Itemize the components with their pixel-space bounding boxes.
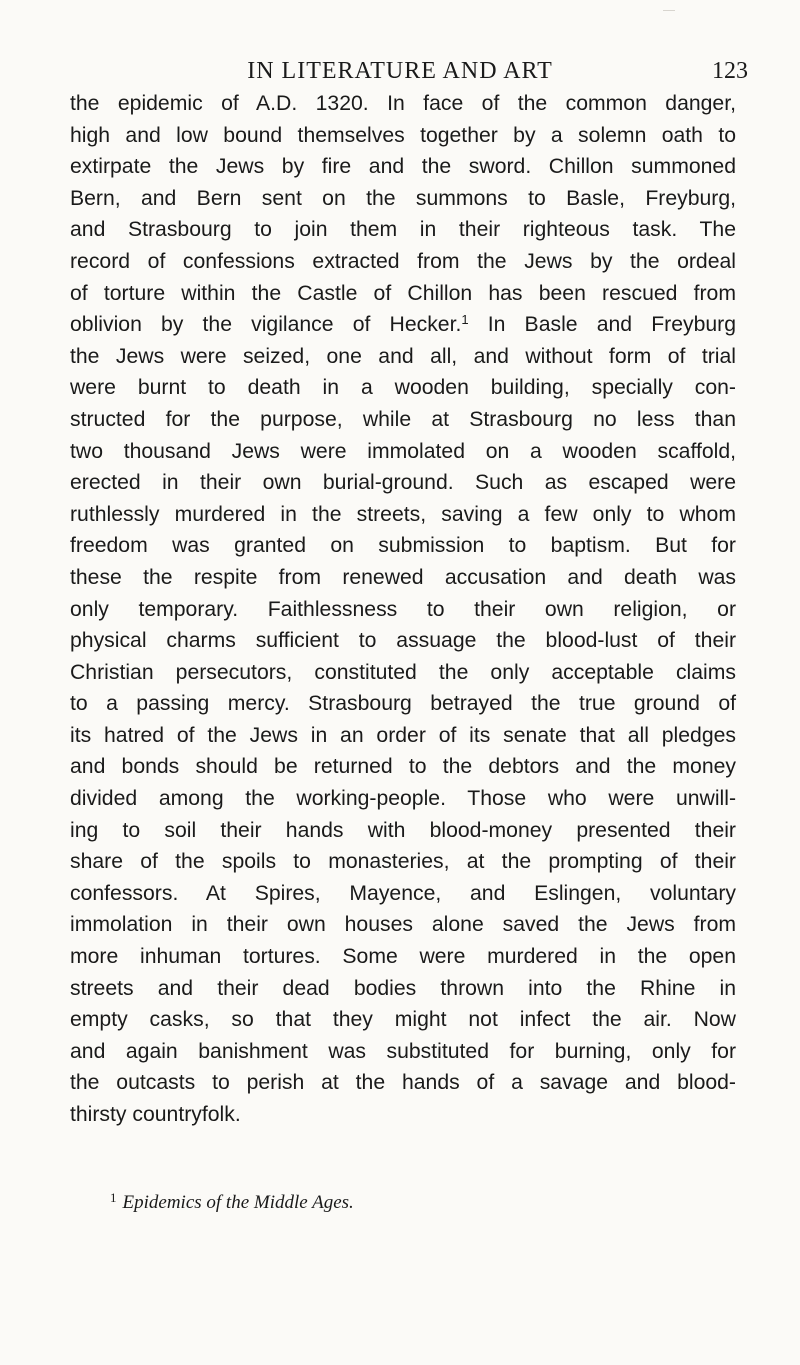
text-line: ruthlessly murdered in the streets, saving a few only to whom [70,502,736,526]
footnote-text: Epidemics of the Middle Ages. [122,1192,354,1213]
page-mark [663,10,675,11]
text-line: Christian persecutors, constituted the only acceptable claims [70,660,736,684]
text-line: extirpate the Jews by fire and the sword. Chillon summoned [70,155,736,179]
footnote-reference[interactable]: 1 [461,312,469,328]
text-line: more inhuman tortures. Some were murdered in the open [70,945,736,969]
text-line: of torture within the Castle of Chillon has been rescued from [70,281,736,305]
footnote [110,1184,354,1217]
text-line: divided among the working-people. Those who were unwill- [70,787,736,811]
text-line: and Strasbourg to join them in their righteous task. The [70,218,736,242]
text-line: erected in their own burial-ground. Such as escaped were [70,471,736,495]
text-line: freedom was granted on submission to baptism. But for [70,534,736,558]
text-line: immolation in their own houses alone saved the Jews from [70,913,736,937]
text-line: were burnt to death in a wooden building, specially con- [70,376,736,400]
text-line: to a passing mercy. Strasbourg betrayed the true ground of [70,692,736,716]
text-line: physical charms sufficient to assuage the blood-lust of their [70,629,736,653]
text-line: and bonds should be returned to the debtors and the money [70,755,736,779]
text-line-with-footnote [70,309,736,341]
text-line: only temporary. Faithlessness to their own religion, or [70,597,736,621]
text-line: its hatred of the Jews in an order of its senate that all pledges [70,723,736,747]
text-line: empty casks, so that they might not infect the air. Now [70,1008,736,1032]
text-line: share of the spoils to monasteries, at the prompting of their [70,850,736,874]
text-line: Bern, and Bern sent on the summons to Basle, Freyburg, [70,186,736,210]
text-line: these the respite from renewed accusation and death was [70,565,736,589]
text-line: streets and their dead bodies thrown into the Rhine in [70,976,736,1000]
text-line: confessors. At Spires, Mayence, and Eslingen, voluntary [70,881,736,905]
text-line: record of confessions extracted from the Jews by the ordeal [70,249,736,273]
text-line: ing to soil their hands with blood-money presented their [70,818,736,842]
text-line: the outcasts to perish at the hands of a savage and blood- [70,1071,736,1095]
text-line-last: thirsty countryfolk. [70,1103,241,1126]
text-line: structed for the purpose, while at Strasbourg no less than [70,407,736,431]
text-line-start: oblivion by the vigilance of Hecker. [70,313,462,337]
footnote-marker: 1 [110,1190,117,1205]
running-title: IN LITERATURE AND ART [247,58,553,84]
text-line: the Jews were seized, one and all, and without form of trial [70,344,736,368]
text-line: the epidemic of A.D. 1320. In face of the common danger, [70,92,736,115]
running-head [0,54,800,88]
text-line-end: In Basle and Freyburg [468,313,736,337]
text-line: two thousand Jews were immolated on a wooden scaffold, [70,439,736,463]
page-number: 123 [712,58,748,84]
text-line: high and low bound themselves together by a solemn oath to [70,123,736,147]
text-line: and again banishment was substituted for burning, only for [70,1039,736,1063]
body-text [70,88,736,1131]
